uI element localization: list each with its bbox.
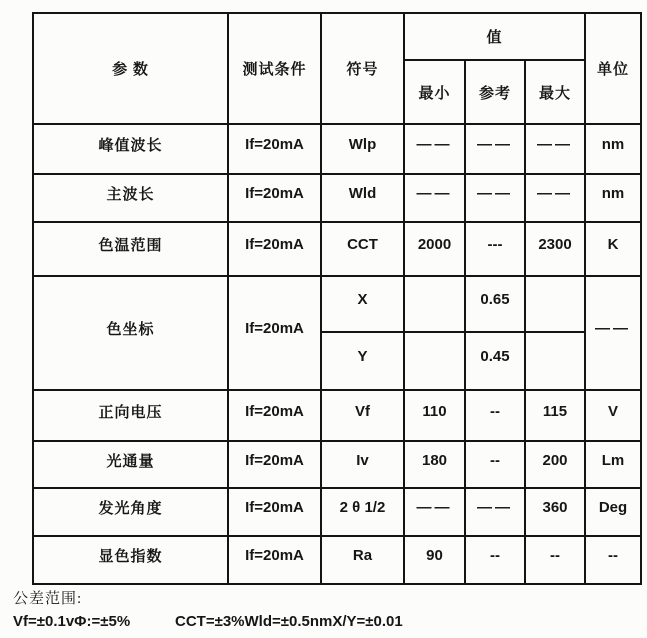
max-cell: 115 bbox=[525, 390, 585, 441]
unit-cell: nm bbox=[585, 124, 641, 174]
ref-cell: —— bbox=[465, 174, 525, 222]
unit-cell: K bbox=[585, 222, 641, 276]
ref-cell: 0.65 bbox=[465, 276, 525, 332]
max-cell: —— bbox=[525, 174, 585, 222]
max-cell: 200 bbox=[525, 441, 585, 488]
table-row bbox=[33, 222, 641, 276]
table-row bbox=[33, 124, 641, 174]
unit-cell: —— bbox=[585, 276, 641, 390]
unit-cell: Deg bbox=[585, 488, 641, 536]
condition-cell: If=20mA bbox=[228, 174, 321, 222]
min-cell: —— bbox=[404, 124, 465, 174]
header-ref: 参考 bbox=[465, 60, 525, 124]
header-max: 最大 bbox=[525, 60, 585, 124]
unit-cell: Lm bbox=[585, 441, 641, 488]
spec-table bbox=[32, 12, 642, 585]
header-condition: 测试条件 bbox=[228, 13, 321, 124]
table-row bbox=[33, 174, 641, 222]
tolerance-left-text: Vf=±0.1vΦ:=±5% bbox=[13, 613, 131, 630]
ref-cell: —— bbox=[465, 488, 525, 536]
ref-cell: 0.45 bbox=[465, 332, 525, 390]
min-cell: 90 bbox=[404, 536, 465, 584]
param-cell: 峰值波长 bbox=[33, 124, 228, 174]
param-cell: 色坐标 bbox=[33, 276, 228, 390]
param-cell: 光通量 bbox=[33, 441, 228, 488]
min-cell: —— bbox=[404, 488, 465, 536]
min-cell: 2000 bbox=[404, 222, 465, 276]
max-cell: 360 bbox=[525, 488, 585, 536]
ref-cell: --- bbox=[465, 222, 525, 276]
symbol-cell: X bbox=[321, 276, 404, 332]
header-unit: 单位 bbox=[585, 13, 641, 124]
ref-cell: -- bbox=[465, 390, 525, 441]
table-row bbox=[33, 441, 641, 488]
max-cell: —— bbox=[525, 124, 585, 174]
min-cell: —— bbox=[404, 174, 465, 222]
tolerance-right-text: CCT=±3%Wld=±0.5nmX/Y=±0.01 bbox=[175, 613, 403, 630]
unit-cell: V bbox=[585, 390, 641, 441]
header-symbol: 符号 bbox=[321, 13, 404, 124]
ref-cell: —— bbox=[465, 124, 525, 174]
unit-cell: -- bbox=[585, 536, 641, 584]
table-row bbox=[33, 276, 641, 332]
symbol-cell: Wlp bbox=[321, 124, 404, 174]
symbol-cell: Wld bbox=[321, 174, 404, 222]
symbol-cell: 2 θ 1/2 bbox=[321, 488, 404, 536]
symbol-cell: Ra bbox=[321, 536, 404, 584]
ref-cell: -- bbox=[465, 536, 525, 584]
tolerance-line bbox=[0, 613, 647, 633]
condition-cell: If=20mA bbox=[228, 536, 321, 584]
unit-cell: nm bbox=[585, 174, 641, 222]
min-cell: 110 bbox=[404, 390, 465, 441]
condition-cell: If=20mA bbox=[228, 488, 321, 536]
param-cell: 正向电压 bbox=[33, 390, 228, 441]
max-cell: -- bbox=[525, 536, 585, 584]
symbol-cell: CCT bbox=[321, 222, 404, 276]
condition-cell: If=20mA bbox=[228, 124, 321, 174]
condition-cell: If=20mA bbox=[228, 276, 321, 390]
header-value-group: 值 bbox=[404, 13, 585, 60]
symbol-cell: Vf bbox=[321, 390, 404, 441]
condition-cell: If=20mA bbox=[228, 390, 321, 441]
symbol-cell: Iv bbox=[321, 441, 404, 488]
header-param: 参 数 bbox=[33, 13, 228, 124]
param-cell: 主波长 bbox=[33, 174, 228, 222]
table-row bbox=[33, 390, 641, 441]
param-cell: 发光角度 bbox=[33, 488, 228, 536]
min-cell bbox=[404, 276, 465, 332]
max-cell: 2300 bbox=[525, 222, 585, 276]
param-cell: 显色指数 bbox=[33, 536, 228, 584]
header-min: 最小 bbox=[404, 60, 465, 124]
min-cell: 180 bbox=[404, 441, 465, 488]
table-row bbox=[33, 488, 641, 536]
symbol-cell: Y bbox=[321, 332, 404, 390]
condition-cell: If=20mA bbox=[228, 222, 321, 276]
condition-cell: If=20mA bbox=[228, 441, 321, 488]
ref-cell: -- bbox=[465, 441, 525, 488]
max-cell bbox=[525, 332, 585, 390]
param-cell: 色温范围 bbox=[33, 222, 228, 276]
min-cell bbox=[404, 332, 465, 390]
max-cell bbox=[525, 276, 585, 332]
table-row bbox=[33, 536, 641, 584]
tolerance-title: 公差范围: bbox=[13, 591, 83, 607]
